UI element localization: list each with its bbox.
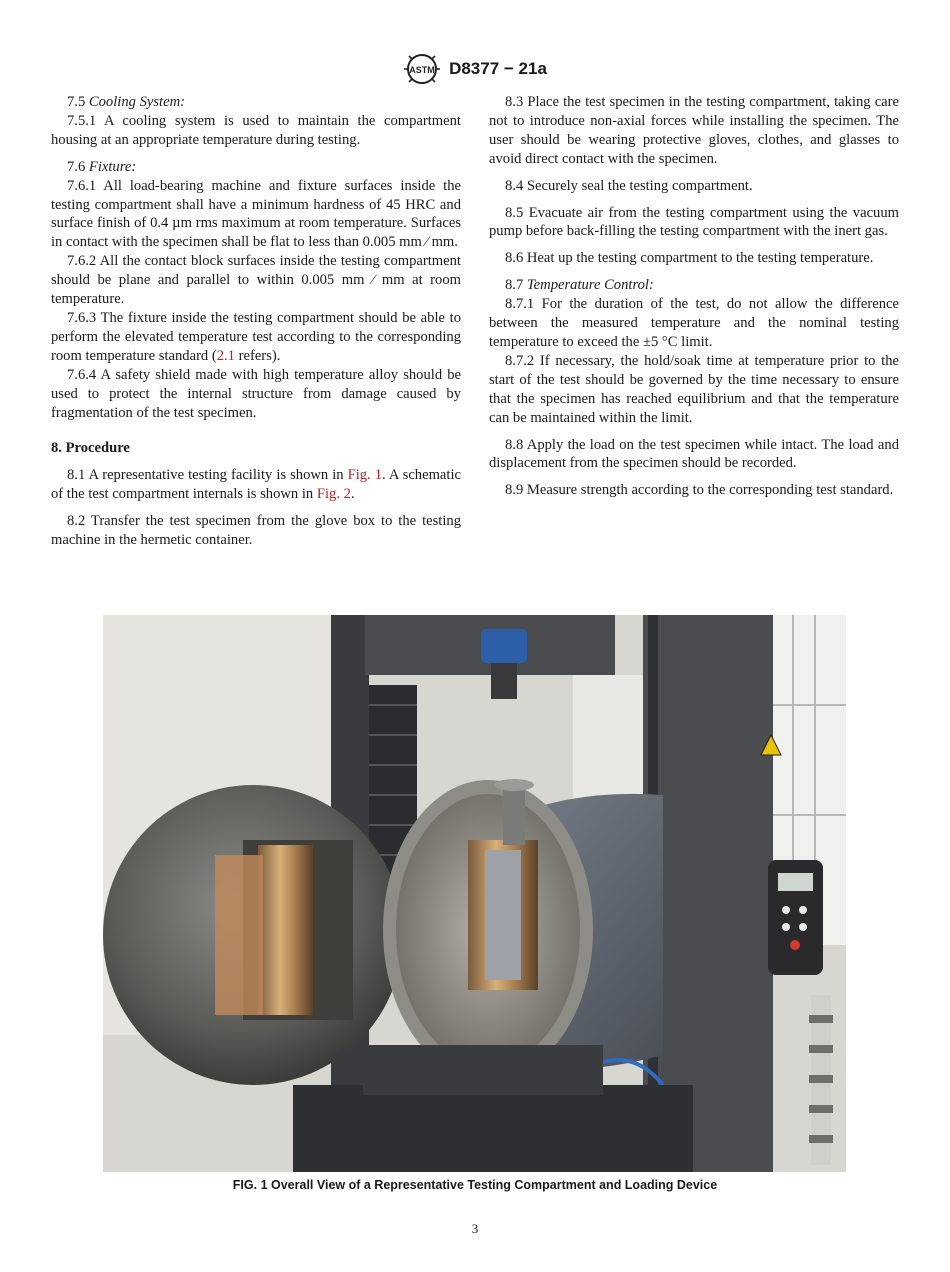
testing-compartment-illustration xyxy=(103,615,846,1172)
page-header xyxy=(0,52,950,86)
paragraph-7-6-3: 7.6.3 The fixture inside the testing compartment should be able to perform the elevated temperature test according to the corresponding room temperature standard (2.1 refers). xyxy=(51,309,461,364)
left-column xyxy=(51,93,461,550)
paragraph-8-8: 8.8 Apply the load on the test specimen while intact. The load and displacement from the specimen should be recorded. xyxy=(489,436,899,472)
page-number: 3 xyxy=(471,1221,479,1236)
paragraph-8-4: 8.4 Securely seal the testing compartment. xyxy=(505,177,753,194)
astm-logo-icon xyxy=(403,53,441,85)
figure-1-photo xyxy=(103,615,846,1172)
right-column xyxy=(489,93,899,500)
fig-2-link[interactable]: Fig. 2 xyxy=(316,486,351,503)
paragraph-7-5-1: 7.5.1 A cooling system is used to maintain the compartment housing at an appropriate temperature during testing. xyxy=(51,112,461,148)
paragraph-8-6: 8.6 Heat up the testing compartment to the testing temperature. xyxy=(505,250,874,267)
section-8-title: 8. Procedure xyxy=(51,440,130,457)
paragraph-8-7-1: 8.7.1 For the duration of the test, do not allow the difference between the measured temperature and the nominal testing temperature to exceed the ±5 °C limit. xyxy=(489,296,899,350)
fig-1-link[interactable]: Fig. 1 xyxy=(347,467,383,484)
paragraph-7-6-1: 7.6.1 All load-bearing machine and fixture surfaces inside the testing compartment shall have a minimum hardness of 45 HRC and surface finish of 0.4 µm rms maximum at room temperature. Surfaces in contact with the specimen shall be flat to less than 0.005 mm ⁄ mm. xyxy=(51,177,461,251)
paragraph-7-6-2: 7.6.2 All the contact block surfaces inside the testing compartment should be plane and parallel to within 0.005 mm ⁄ mm at room temperature. xyxy=(51,253,461,308)
document-id: D8377 − 21a xyxy=(449,59,547,78)
reference-2-1-link[interactable]: 2.1 xyxy=(216,347,235,364)
logo-text: ASTM xyxy=(409,65,435,75)
paragraph-8-1: 8.1 A representative testing facility is shown in Fig. 1. A schematic of the test compartment internals is shown in Fig. 2. xyxy=(51,467,461,503)
section-7-6-heading: 7.6 Fixture: xyxy=(67,158,137,175)
paragraph-8-2: 8.2 Transfer the test specimen from the glove box to the testing machine in the hermetic container. xyxy=(51,513,461,549)
paragraph-8-7-2: 8.7.2 If necessary, the hold/soak time at temperature prior to the start of the test should be governed by the time necessary to ensure that the specimen has reached equilibrium and that the temperature can be maintained within the limit. xyxy=(489,352,899,426)
paragraph-8-5: 8.5 Evacuate air from the testing compartment using the vacuum pump before back-filling the testing compartment with the inert gas. xyxy=(489,204,899,240)
paragraph-8-3: 8.3 Place the test specimen in the testing compartment, taking care not to introduce non-axial forces while installing the specimen. The user should be wearing protective gloves, clothes, and glasses to avoid direct contact with the specimen. xyxy=(489,94,899,167)
paragraph-8-9: 8.9 Measure strength according to the corresponding test standard. xyxy=(505,482,894,499)
section-8-7-heading: 8.7 Temperature Control: xyxy=(505,277,654,294)
paragraph-7-6-4: 7.6.4 A safety shield made with high temperature alloy should be used to protect the internal structure from damage caused by fragmentation of the test specimen. xyxy=(51,366,461,421)
section-7-5-heading: 7.5 Cooling System: xyxy=(67,94,185,110)
figure-1-caption: FIG. 1 Overall View of a Representative Testing Compartment and Loading Device xyxy=(232,1178,718,1192)
